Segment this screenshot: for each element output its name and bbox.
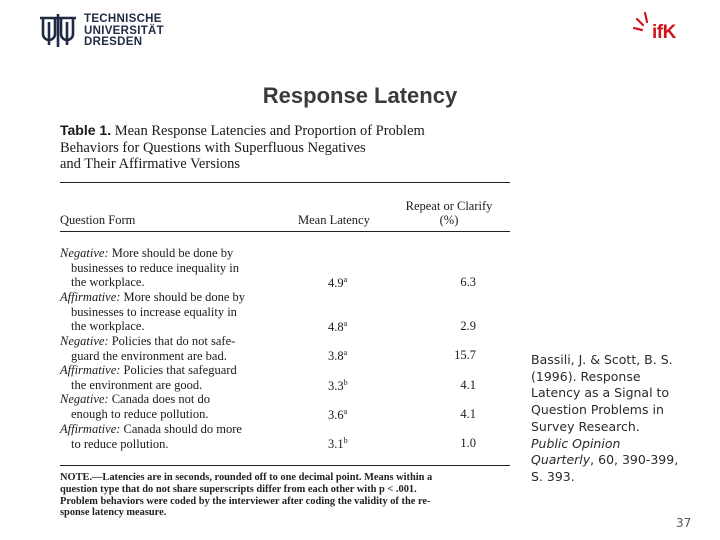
latency-value: 4.9 [328,276,344,291]
tu-dresden-logo [40,14,164,49]
ifk-logo-text: ifK [652,22,676,43]
latency-superscript: a [343,275,348,284]
table-rule-top [60,182,510,183]
header-repeat-line-2: (%) [439,213,459,227]
latency-cell [328,378,368,394]
citation-line-5: Survey Research. [531,418,640,434]
repeat-cell: 6.3 [460,275,476,289]
tud-line-2: UNIVERSITÄT [84,24,164,37]
table-rule-header [60,231,510,232]
latency-value: 3.1 [328,437,344,452]
note-line-1: NOTE.—Latencies are in seconds, rounded off to one decimal point. Means within a [60,472,433,483]
caption-line-3: and Their Affirmative Versions [60,156,241,172]
header-repeat-line-1: Repeat or Clarify [405,199,493,213]
citation [531,352,711,486]
table-row [60,422,292,451]
row-text: businesses to increase equality in [71,304,237,319]
citation-volume-pages: , 60, 390-399, [590,452,679,468]
latency-cell [328,348,368,364]
row-text: to reduce pollution. [71,436,169,451]
header-repeat-clarify [394,199,504,227]
table-caption [60,122,510,173]
table-row [60,392,292,421]
table-row [60,363,292,392]
citation-line-8: S. 393. [531,468,575,484]
row-text: Canada does not do [111,392,210,406]
table-note [60,472,512,519]
row-label: Negative: [60,392,109,406]
scanned-table [56,122,516,532]
repeat-cell: 1.0 [460,436,476,450]
header-mean-latency: Mean Latency [298,213,370,227]
row-text: More should be done by [111,246,234,260]
row-label: Affirmative: [60,290,121,304]
tu-dresden-emblem-icon [40,14,76,48]
tud-line-3: DRESDEN [84,36,143,48]
latency-superscript: a [343,319,348,328]
row-text: Canada should do more [123,422,242,436]
note-line-3: Problem behaviors were coded by the interviewer after coding the validity of the re- [60,495,431,507]
header-question-form: Question Form [60,213,136,227]
latency-value: 3.3 [328,379,344,394]
slide-title: Response Latency [262,83,458,108]
note-line-4: sponse latency measure. [60,507,167,519]
caption-line-2: Behaviors for Questions with Superfluous Negatives [60,139,366,156]
row-text: Policies that safeguard [123,363,237,377]
table-row [60,246,292,290]
tud-line-1: TECHNISCHE [84,13,162,25]
latency-superscript: b [343,436,348,445]
citation-journal-1: Public Opinion [531,435,621,451]
table-row [60,334,292,363]
ifk-logo [632,10,692,46]
row-text: the workplace. [71,275,145,290]
latency-value: 3.6 [328,408,344,423]
citation-line-4: Question Problems in [531,402,664,418]
latency-superscript: a [343,348,348,357]
note-line-2: question type that do not share superscripts differ from each other with p < .001. [60,483,417,495]
row-label: Negative: [60,334,109,348]
row-text: enough to reduce pollution. [71,406,209,421]
repeat-cell: 2.9 [460,319,476,333]
table-rule-bottom [60,465,510,466]
latency-cell [328,436,368,452]
page-number: 37 [676,516,692,530]
citation-journal-2: Quarterly [531,452,591,468]
latency-superscript: b [343,378,348,387]
row-text: guard the environment are bad. [71,348,227,363]
row-text: the environment are good. [71,377,203,392]
table-row [60,290,292,334]
row-label: Negative: [60,246,109,260]
repeat-cell: 4.1 [460,407,476,421]
citation-line-3: Latency as a Signal to [531,385,670,401]
row-label: Affirmative: [60,422,121,436]
repeat-cell: 4.1 [460,378,476,392]
table-label: Table 1. [60,122,112,138]
latency-superscript: a [343,407,348,416]
row-text: businesses to reduce inequality in [71,260,240,275]
caption-line-1: Mean Response Latencies and Proportion of Problem [114,123,425,139]
row-text: More should be done by [123,290,246,304]
repeat-cell: 15.7 [454,348,476,362]
citation-line-1: Bassili, J. & Scott, B. S. [531,352,673,367]
row-label: Affirmative: [60,363,121,377]
row-text: the workplace. [71,319,145,334]
latency-cell [328,319,368,335]
latency-value: 4.8 [328,320,344,335]
latency-cell [328,407,368,423]
latency-value: 3.8 [328,349,344,364]
citation-line-2: (1996). Response [531,368,641,384]
row-text: Policies that do not safe- [111,334,236,348]
latency-cell [328,275,368,291]
